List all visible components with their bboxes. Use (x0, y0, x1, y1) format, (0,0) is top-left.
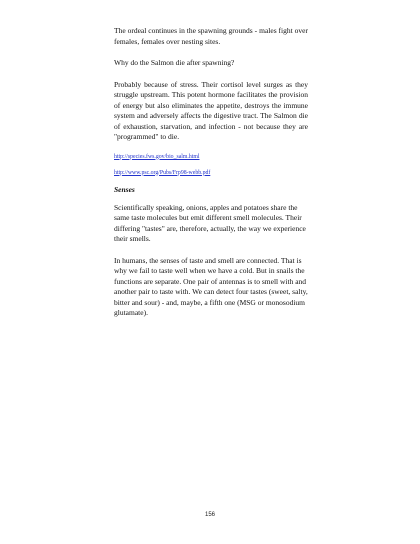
page-number: 156 (204, 512, 215, 518)
paragraph-taste-smell: In humans, the senses of taste and smell are connected. That is why we fail to taste well when we have a cold. But in snails the functions are separate. One pair of antennas is to smell with and another pair to taste with. We can detect four tastes (sweet, salty, bitter and sour) - and, maybe, a fifth one (MSG or monosodium glutamate). (114, 255, 308, 317)
paragraph-question: Why do the Salmon die after spawning? (114, 58, 235, 67)
page-body (114, 26, 308, 319)
paragraph-taste-molecules: Scientifically speaking, onions, apples and potatoes share the same taste molecules but emit different smell molecules. Their differing "tastes" are, therefore, actually, the way we experience their smells. (114, 202, 306, 243)
section-heading: Senses (114, 184, 135, 194)
link-psc-pubs[interactable]: http://www.psc.org/Pubs/Frp98-webb.pdf (114, 169, 211, 176)
link-species-fws[interactable]: http://species.fws.gov/bio_salm.html (114, 153, 200, 160)
paragraph-answer: Probably because of stress. Their cortisol level surges as they struggle upstream. This potent hormone facilitates the provision of energy but also eliminates the appetite, destroys the immune system and adversely affects the digestive tract. The Salmon die of exhaustion, starvation, and infection - not because they are "programmed" to die. (114, 79, 308, 141)
paragraph-ordeal: The ordeal continues in the spawning grounds - males fight over females, females over nesting sites. (114, 26, 308, 46)
